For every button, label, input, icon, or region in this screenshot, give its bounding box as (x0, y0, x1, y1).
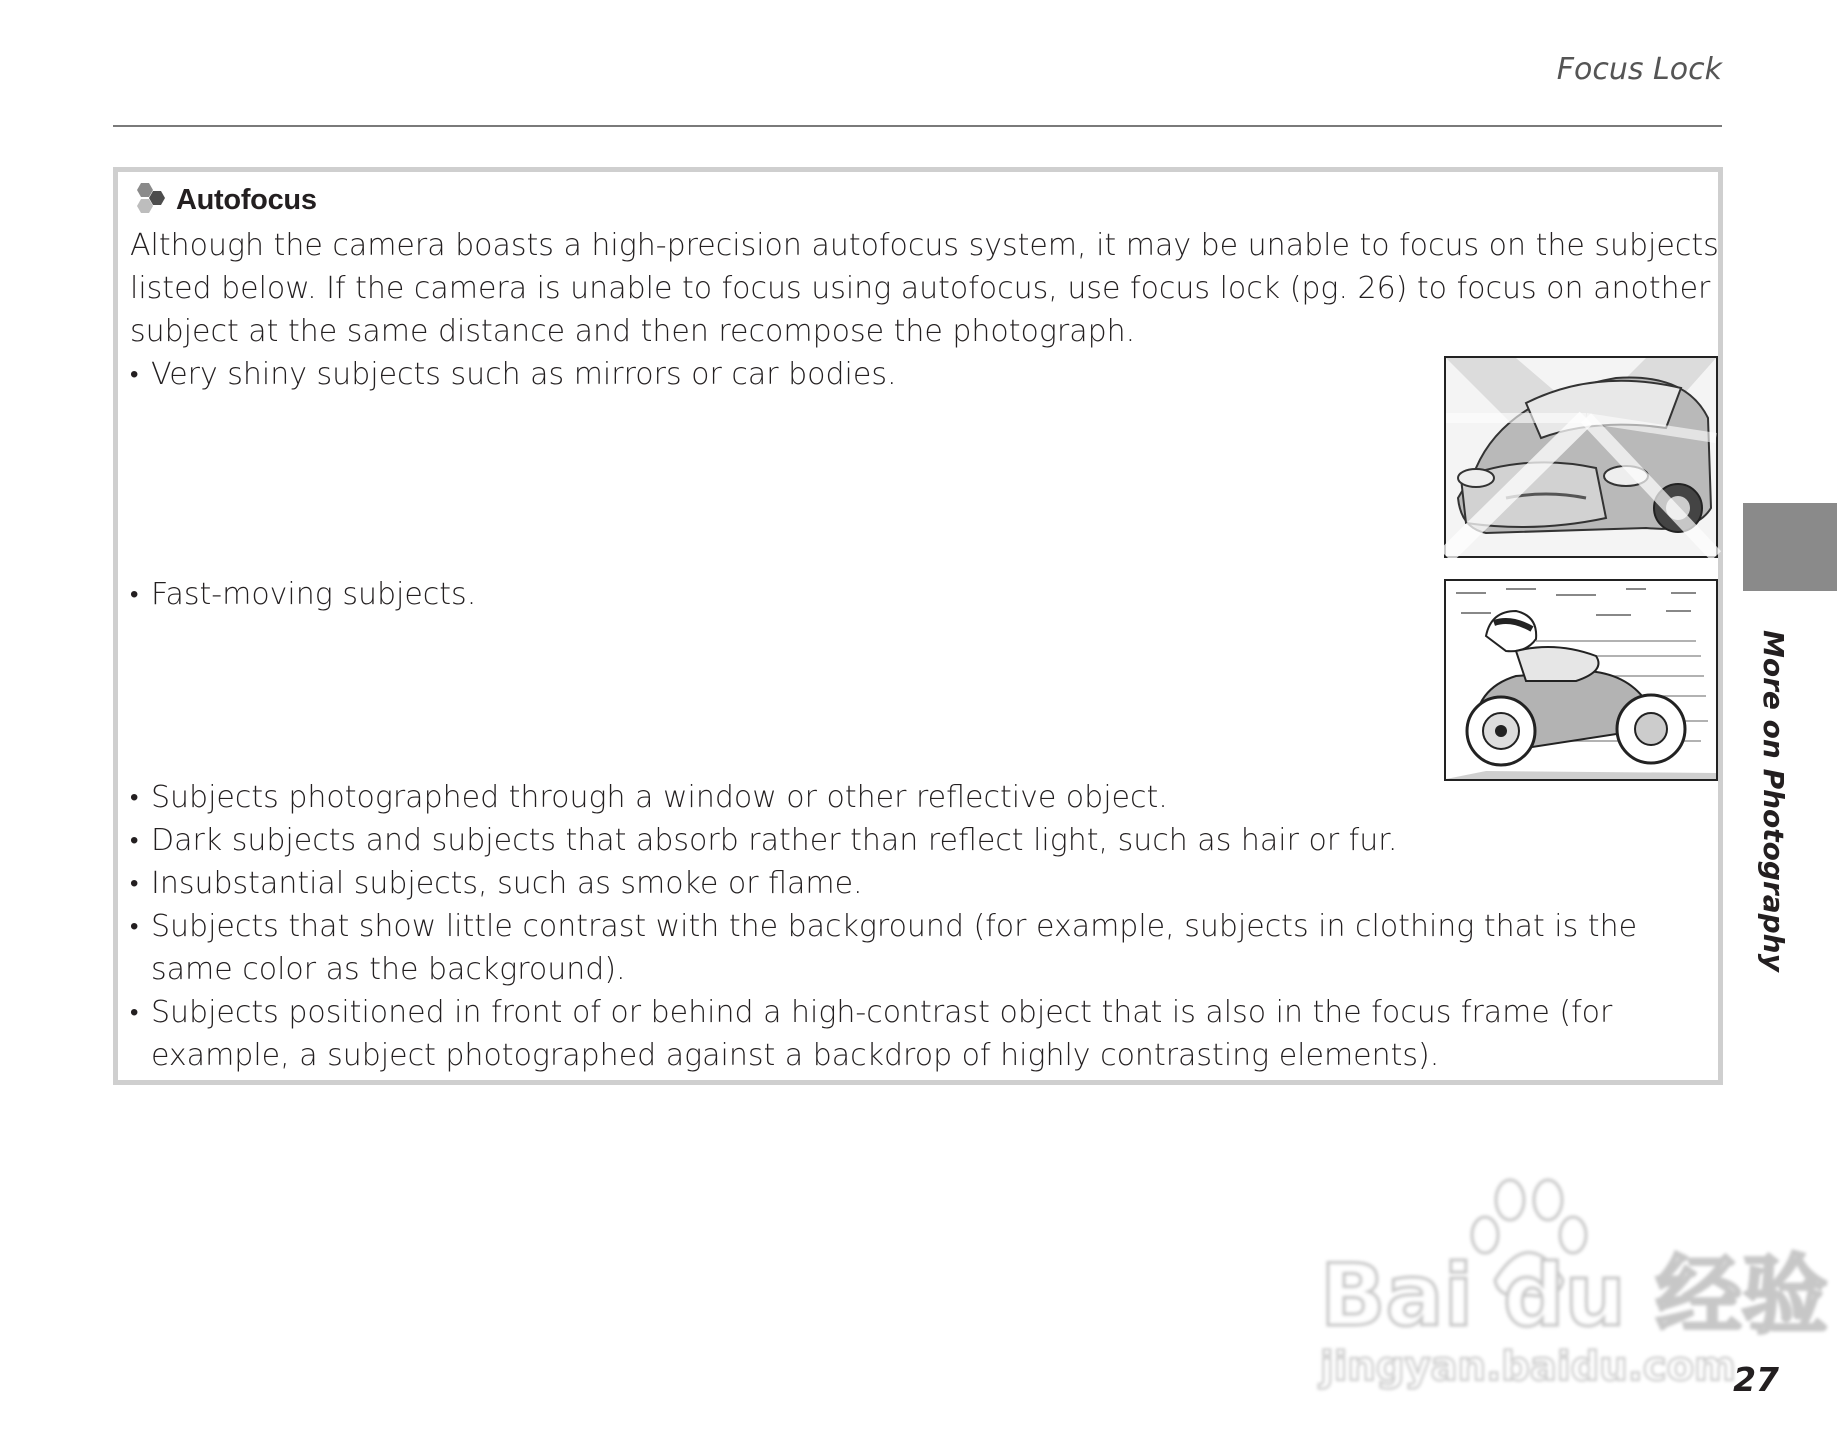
chapter-label: More on Photography (1757, 630, 1790, 972)
autofocus-note-box (113, 167, 1723, 1085)
watermark-url: jingyan.baidu.com (1320, 1344, 1736, 1390)
page-number: 27 (1733, 1360, 1779, 1399)
bullet-item: • Fast-moving subjects. (130, 573, 1710, 616)
bullet-item: • Insubstantial subjects, such as smoke or flame. (130, 862, 1710, 905)
bullet-item: • Subjects that show little contrast with the background (for example, subjects in clothing that is the same color as the background). (130, 905, 1710, 991)
header-divider (113, 125, 1722, 127)
bullet-item: • Subjects positioned in front of or behind a high-contrast object that is also in the focus frame (for example, a subject photographed against a backdrop of highly contrasting elements). (130, 991, 1710, 1077)
note-intro-line: listed below. If the camera is unable to focus using autofocus, use focus lock (pg. 26) to focus on another (130, 271, 1711, 306)
note-intro-line: Although the camera boasts a high-precision autofocus system, it may be unable to focus on the subjects (130, 228, 1719, 263)
note-intro-line: subject at the same distance and then recompose the photograph. (130, 314, 1136, 349)
note-title: Autofocus (176, 183, 317, 216)
bullet-item: • Very shiny subjects such as mirrors or car bodies. (130, 353, 1710, 396)
note-intro (130, 224, 1720, 353)
note-icon (130, 180, 170, 220)
shiny-car-illustration (1444, 356, 1718, 558)
bullet-item: • Subjects photographed through a window or other reflective object. (130, 776, 1710, 819)
note-heading (130, 180, 317, 220)
motorcycle-illustration (1444, 579, 1718, 781)
bullet-item: • Dark subjects and subjects that absorb rather than reflect light, such as hair or fur. (130, 819, 1710, 862)
watermark-brand: Bai du 经验 (1320, 1246, 1828, 1346)
chapter-tab (1743, 503, 1837, 591)
running-header-title: Focus Lock (1556, 52, 1722, 87)
